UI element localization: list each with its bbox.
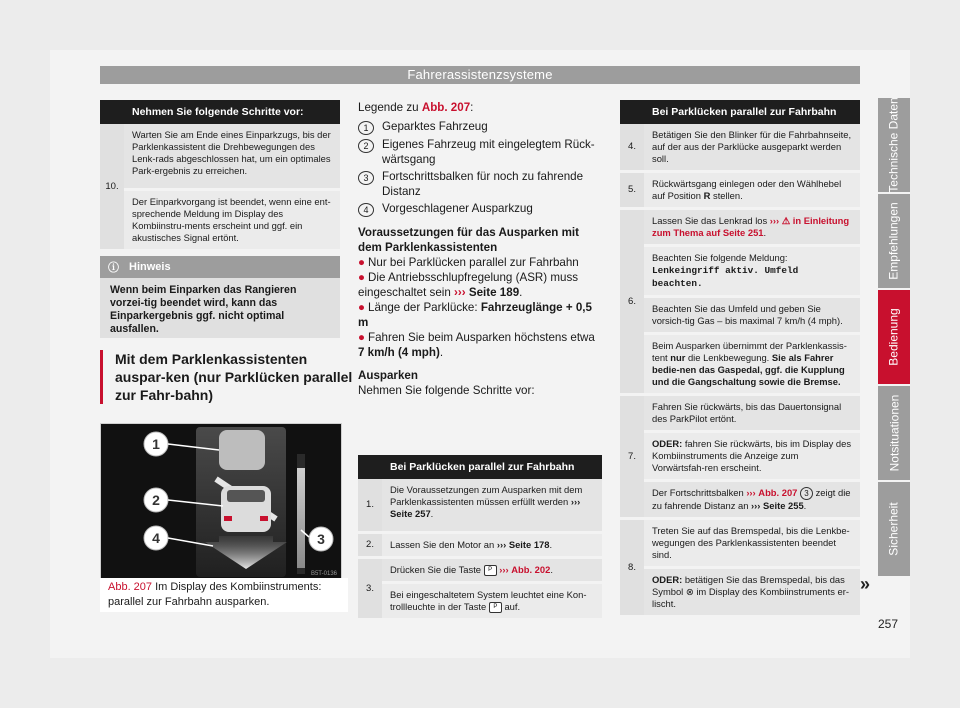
figure-caption [100, 578, 348, 612]
step-text: Bei eingeschaltetem System leuchtet eine Kon-trollleuchte in der Taste P auf. [382, 583, 602, 620]
info-icon: ⓘ [108, 262, 119, 274]
ausparken-intro: Nehmen Sie folgende Schritte vor: [358, 384, 535, 397]
requirement-item: ● Die Antriebsschlupfregelung (ASR) muss eingeschaltet sein ››› Seite 189. [358, 271, 579, 299]
hint-title: Hinweis [129, 261, 171, 273]
svg-text:3: 3 [317, 531, 325, 547]
step-text: Lassen Sie den Motor an ››› Seite 178. [382, 533, 602, 558]
step-text: Der Fortschrittsbalken ››› Abb. 207 3 zeigt die zu fahrende Distanz an ››› Seite 255. [644, 481, 860, 519]
step-number: 6. [620, 209, 644, 395]
page-link[interactable]: Seite 255 [763, 500, 804, 512]
table-header: Bei Parklücken parallel zur Fahrbahn [644, 100, 860, 124]
caption-ref: Abb. 207 [108, 581, 153, 593]
legend-ref[interactable]: Abb. 207 [421, 101, 471, 114]
figure-marker [144, 432, 168, 456]
parking-display-illustration [101, 424, 341, 579]
ausparken-heading: Ausparken [358, 369, 418, 382]
requirement-item: ● Fahren Sie beim Ausparken höchstens etwa 7 km/h (4 mph). [358, 331, 595, 359]
step-text: Warten Sie am Ende eines Einparkzugs, bis der Parklenkassistent die Drehbewegungen des Lenk-rads abgeschlossen hat, um ein optimales Park-ergebnis zu erreichen. [124, 124, 340, 190]
figure-marker [144, 488, 168, 512]
legend-item: 3 Fortschrittsbalken für noch zu fahrende Distanz [358, 169, 602, 199]
caption-text: Im Display des Kombiinstruments: parallel zur Fahrbahn ausparken. [108, 581, 322, 608]
figure-link[interactable]: Abb. 207 [758, 487, 798, 498]
step-number: 8. [620, 519, 644, 617]
hint-text: Wenn beim Einparken das Rangieren vorzei-tig beendet wird, kann das Einparkergebnis ggf. nicht optimal ausfallen. [110, 284, 297, 335]
figure-link[interactable]: Abb. 202 [511, 564, 551, 575]
legend-item: 4 Vorgeschlagener Ausparkzug [358, 201, 602, 217]
step-number: 3. [358, 558, 382, 620]
middle-column [358, 100, 602, 398]
table-header: Nehmen Sie folgende Schritte vor: [124, 100, 340, 124]
step-text: Der Einparkvorgang ist beendet, wenn eine ent-sprechende Meldung im Display des Kombiinstru-ments erscheint und ggf. ein akustisches Signal ertönt. [124, 190, 340, 251]
step-text: Die Voraussetzungen zum Ausparken mit dem Parklenkassistenten müssen erfüllt werden ››› Seite 257. [382, 479, 602, 533]
page-number: 257 [878, 617, 899, 631]
side-tab-technische-daten[interactable]: Technische Daten [878, 98, 910, 192]
continue-mark: » [860, 574, 871, 594]
page-link[interactable]: Seite 178 [508, 539, 550, 550]
step-text: Drücken Sie die Taste P ››› Abb. 202. [382, 558, 602, 583]
legend-title: Legende zu Abb. 207: [358, 101, 474, 114]
step-number: 1. [358, 479, 382, 533]
step-number: 10. [100, 124, 124, 251]
requirement-item: ● Nur bei Parklücken parallel zur Fahrbahn [358, 256, 579, 269]
step-text: Fahren Sie rückwärts, bis das Dauertonsignal des ParkPilot ertönt. [644, 395, 860, 432]
hint-header [100, 256, 340, 278]
step-number: 5. [620, 172, 644, 209]
chapter-header: Fahrerassistenzsysteme [100, 66, 860, 84]
page-link[interactable]: in Einleitung zum Thema auf Seite 251 [652, 215, 850, 238]
steps-table-right [620, 100, 860, 618]
legend-item: 2 Eigenes Fahrzeug mit eingelegtem Rück-wärtsgang [358, 137, 602, 167]
svg-text:2: 2 [152, 492, 160, 508]
step-text: Rückwärtsgang einlegen oder den Wählhebel auf Position R stellen. [644, 172, 860, 209]
steps-table-middle [358, 455, 602, 621]
park-assist-key-icon: P [489, 602, 502, 613]
step-text: Betätigen Sie den Blinker für die Fahrbahnseite, auf der aus der Parklücke ausgeparkt werden soll. [644, 124, 860, 172]
page-link[interactable]: Seite 257 [390, 508, 431, 519]
side-tab-notsituationen[interactable]: Notsituationen [878, 386, 910, 480]
figure-marker [309, 527, 333, 551]
park-assist-key-icon: P [484, 565, 497, 576]
step-text: Beachten Sie das Umfeld und geben Sie vorsich-tig Gas – bis maximal 7 km/h (4 mph). [644, 297, 860, 334]
step-text: ODER: fahren Sie rückwärts, bis im Display des Kombiinstruments die Anzeige zum Vorwärtsfah-ren erscheint. [644, 432, 860, 481]
legend-item: 1 Geparktes Fahrzeug [358, 119, 602, 135]
step-number: 4. [620, 124, 644, 172]
side-tab-sicherheit[interactable]: Sicherheit [878, 482, 910, 576]
svg-text:1: 1 [152, 436, 160, 452]
figure-code: B5T-0136 [310, 571, 337, 577]
table-header: Bei Parklücken parallel zur Fahrbahn [382, 455, 602, 479]
page-link[interactable]: Seite 189 [468, 286, 520, 299]
requirements-heading: Voraussetzungen für das Ausparken mit dem Parklenkassistenten [358, 226, 579, 254]
svg-text:4: 4 [152, 530, 160, 546]
hint-box [100, 256, 340, 338]
step-text: Beim Ausparken übernimmt der Parklenkassis-tent nur die Lenkbewegung. Sie als Fahrer bedie-nen das Gaspedal, ggf. die Kupplung und die Gangschaltung sowie die Bremse. [644, 334, 860, 395]
section-title: Mit dem Parklenkassistenten auspar-ken (nur Parklücken parallel zur Fahr-bahn) [100, 350, 355, 404]
step-number: 2. [358, 533, 382, 558]
figure-marker [144, 526, 168, 550]
step-text: Lassen Sie das Lenkrad los ››› ⚠ in Einleitung zum Thema auf Seite 251. [644, 209, 860, 246]
steps-table-left [100, 100, 340, 252]
parked-car [219, 430, 265, 470]
side-tab-empfehlungen[interactable]: Empfehlungen [878, 194, 910, 288]
step-text: Treten Sie auf das Bremspedal, bis die Lenkbe-wegungen des Parklenkassistenten beendet sind. [644, 519, 860, 568]
warning-icon: ⚠ [781, 215, 791, 226]
step-number: 7. [620, 395, 644, 519]
step-text: Beachten Sie folgende Meldung: Lenkeingriff aktiv. Umfeld beachten. [644, 246, 860, 297]
side-tab-bedienung[interactable]: Bedienung [878, 290, 910, 384]
step-text: ODER: betätigen Sie das Bremspedal, bis das Symbol ⊗ im Display des Kombiinstruments er-lischt. [644, 568, 860, 617]
steering-symbol-icon: ⊗ [685, 586, 694, 598]
table-header-num [100, 100, 124, 124]
requirement-item: ● Länge der Parklücke: Fahrzeuglänge + 0,5 m [358, 301, 592, 329]
progress-bar-fill [297, 468, 305, 568]
